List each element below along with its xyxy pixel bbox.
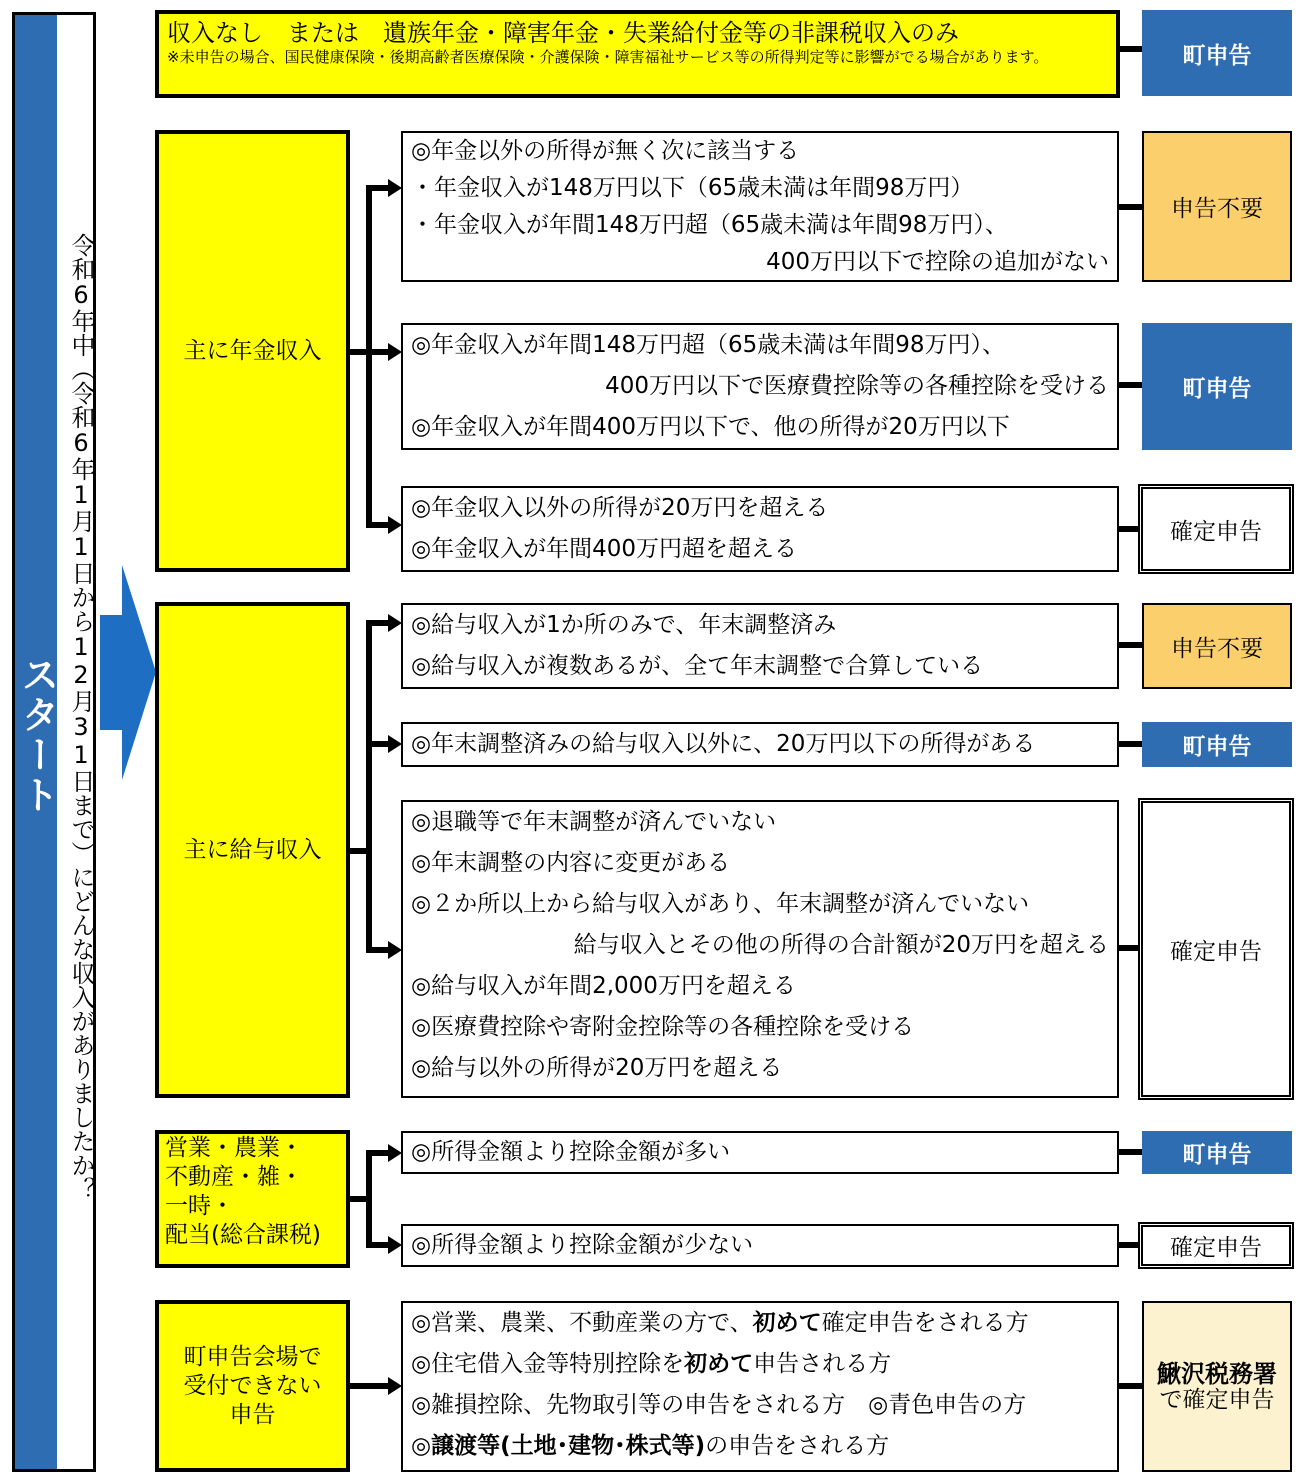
no-income-box <box>155 10 1120 98</box>
result-town-declaration: 町申告 <box>1142 323 1292 450</box>
connector <box>366 1150 390 1156</box>
condition-text: ◎医療費控除や寄附金控除等の各種控除を受ける <box>411 1014 915 1040</box>
no-income-note: ※未申告の場合、国民健康保険・後期高齢者医療保険・介護保険・障害福祉サービス等の所得判定等に影響がでる場合があります。 <box>167 48 1049 66</box>
condition-text: ◎給与収入が複数あるが、全て年末調整で合算している <box>411 653 984 679</box>
condition-text: 400万円以下で医療費控除等の各種控除を受ける <box>605 373 1109 399</box>
condition-text: ◎年末調整の内容に変更がある <box>411 850 731 876</box>
start-column <box>12 12 96 1472</box>
connector <box>1119 741 1143 747</box>
pension-condition-1 <box>401 131 1119 282</box>
category-cannot-accept <box>155 1300 350 1472</box>
category-line: 町申告会場で <box>183 1343 322 1370</box>
condition-text: ◎年金収入以外の所得が20万円を超える <box>411 495 829 521</box>
text-part: ◎住宅借入金等特別控除を <box>411 1351 685 1377</box>
condition-text: ◎年金以外の所得が無く次に該当する <box>411 138 800 164</box>
condition-text: ◎２か所以上から給与収入があり、年末調整が済んでいない <box>411 891 1030 917</box>
salary-condition-2 <box>401 722 1119 767</box>
connector <box>1119 1383 1143 1389</box>
arrow-icon <box>388 1236 402 1254</box>
connector <box>366 185 372 528</box>
condition-text: ・年金収入が年間148万円超（65歳未満は年間98万円）、 <box>411 212 1008 238</box>
connector <box>366 620 390 626</box>
category-salary: 主に給与収入 <box>155 602 350 1098</box>
result-final-return: 確定申告 <box>1138 1222 1294 1269</box>
condition-text: ・年金収入が148万円以下（65歳未満は年間98万円） <box>411 175 974 201</box>
arrow-icon <box>388 614 402 632</box>
arrow-icon <box>388 1377 402 1395</box>
text-part: ◎ <box>411 1433 432 1459</box>
category-line: 一時・ <box>165 1193 234 1219</box>
tax-office-name: 鰍沢税務署 <box>1157 1359 1277 1388</box>
salary-condition-3 <box>401 800 1119 1098</box>
condition-text: ◎年金収入が年間148万円超（65歳未満は年間98万円）、 <box>411 332 1006 358</box>
condition-text: ◎給与収入が年間2,000万円を超える <box>411 973 796 999</box>
business-condition-1 <box>401 1131 1119 1174</box>
connector <box>366 741 390 747</box>
connector <box>366 947 390 953</box>
connector <box>1119 204 1143 210</box>
condition-text: ◎年金収入が年間400万円以下で、他の所得が20万円以下 <box>411 414 1010 440</box>
result-final-return: 確定申告 <box>1138 484 1294 574</box>
condition-text: ◎給与以外の所得が20万円を超える <box>411 1055 783 1081</box>
start-arrow-icon <box>100 565 156 780</box>
text-part: の申告をされる方 <box>705 1433 890 1459</box>
arrow-icon <box>388 516 402 534</box>
pension-condition-2 <box>401 323 1119 450</box>
connector <box>366 1150 372 1248</box>
arrow-icon <box>388 179 402 197</box>
text-bold: 初めて <box>752 1310 822 1336</box>
condition-text: ◎年末調整済みの給与収入以外に、20万円以下の所得がある <box>411 731 1036 757</box>
condition-text <box>411 1303 1109 1344</box>
result-tax-office <box>1142 1301 1292 1472</box>
cannot-condition <box>401 1301 1119 1472</box>
condition-text <box>411 1426 1109 1467</box>
connector <box>366 349 390 355</box>
connector <box>366 522 390 528</box>
result-no-declaration: 申告不要 <box>1142 131 1292 282</box>
condition-text: 400万円以下で控除の追加がない <box>766 249 1109 275</box>
text-bold: 初めて <box>684 1351 754 1377</box>
connector <box>366 620 372 953</box>
connector <box>1119 642 1143 648</box>
start-label: スタート <box>15 655 59 815</box>
salary-condition-1 <box>401 603 1119 689</box>
condition-text <box>411 1344 1109 1385</box>
connector <box>1119 382 1143 388</box>
category-line: 申告 <box>229 1401 276 1428</box>
arrow-icon <box>388 735 402 753</box>
category-business <box>155 1130 350 1268</box>
text-bold: 譲渡等(土地･建物･株式等) <box>431 1433 706 1459</box>
category-line: 不動産・雑・ <box>165 1164 303 1190</box>
condition-text: ◎退職等で年末調整が済んでいない <box>411 809 777 835</box>
text-part: 申告される方 <box>753 1351 892 1377</box>
condition-text: ◎雑損控除、先物取引等の申告をされる方 ◎青色申告の方 <box>411 1392 1027 1418</box>
text-part: 確定申告をされる方 <box>821 1310 1029 1336</box>
business-condition-2 <box>401 1224 1119 1267</box>
result-no-declaration: 申告不要 <box>1142 603 1292 689</box>
connector <box>350 1383 390 1389</box>
arrow-icon <box>388 343 402 361</box>
tax-office-sub: で確定申告 <box>1159 1386 1275 1413</box>
pension-condition-3 <box>401 486 1119 572</box>
no-income-title: 収入なし または 遺族年金・障害年金・失業給付金等の非課税収入のみ <box>167 19 959 47</box>
category-line: 配当(総合課税) <box>165 1222 321 1248</box>
category-line: 営業・農業・ <box>165 1135 303 1161</box>
condition-text: ◎所得金額より控除金額が多い <box>411 1139 731 1165</box>
connector <box>366 1242 390 1248</box>
arrow-icon <box>388 941 402 959</box>
connector <box>1120 46 1142 52</box>
arrow-icon <box>388 1144 402 1162</box>
start-bar <box>15 15 57 1469</box>
connector <box>366 185 390 191</box>
condition-text: ◎所得金額より控除金額が少ない <box>411 1232 754 1258</box>
connector <box>1119 1149 1143 1155</box>
condition-text: ◎給与収入が1か所のみで、年末調整済み <box>411 612 837 638</box>
category-line: 受付できない <box>183 1372 322 1399</box>
condition-text: ◎年金収入が年間400万円超を超える <box>411 536 797 562</box>
text-part: ◎営業、農業、不動産業の方で、 <box>411 1310 753 1336</box>
result-town-declaration: 町申告 <box>1142 1131 1292 1174</box>
condition-text: 給与収入とその他の所得の合計額が20万円を超える <box>573 932 1109 958</box>
category-pension: 主に年金収入 <box>155 130 350 572</box>
result-town-declaration: 町申告 <box>1142 722 1292 767</box>
result-town-declaration: 町申告 <box>1142 10 1292 96</box>
start-question: 令和6年中（令和6年1月1日から12月31日まで）にどんな収入がありましたか？ <box>67 233 95 1201</box>
result-final-return: 確定申告 <box>1138 798 1294 1100</box>
